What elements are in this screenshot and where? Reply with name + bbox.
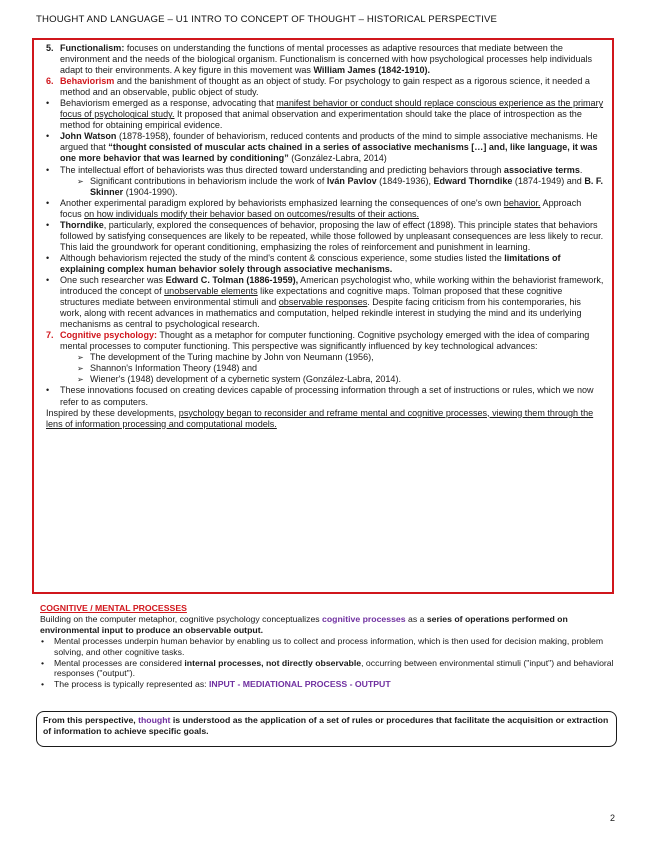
bullet-experimental-paradigm xyxy=(45,198,604,220)
bullet-associative-terms xyxy=(45,165,604,198)
bold-term: associative terms xyxy=(503,164,580,175)
behaviorism-heading: Behaviorism xyxy=(60,76,115,87)
text: is understood as the application of a set of rules or procedures that facilitate the acquisition or extraction of information to achieve specific goals. xyxy=(43,715,609,736)
tech-advances-list xyxy=(60,352,604,385)
text: The intellectual effort of behaviorists was thus directed toward understanding and predicting behaviors through xyxy=(60,164,504,175)
text: Mental processes underpin human behavior by enabling us to collect and process information, which is then used for decision making, problem solving, and other cognitive tasks. xyxy=(54,635,604,657)
bullet-behaviorism-response xyxy=(45,98,604,131)
bullet-process-representation xyxy=(40,679,620,690)
bullet-watson xyxy=(45,131,604,164)
text: These innovations focused on creating devices capable of processing information through a set of instructions or rules, which we now refer to as computers. xyxy=(60,385,594,407)
cognitive-processes-section xyxy=(40,603,620,690)
text: (1874-1949) and xyxy=(512,175,585,186)
item-number: 6. xyxy=(46,76,54,87)
behaviorism-text: and the banishment of thought as an object of study. For psychology to gain respect as a rigorous science, it needed a method and an observable, public object of study. xyxy=(60,76,590,98)
text: . Despite facing criticism from his contemporaries, his work, along with recent advances in mathematics and computation, helped rekindle interest in studying the mind and its underlying mechanisms as central to psychological research. xyxy=(60,297,582,330)
text: as a xyxy=(405,613,427,624)
text: , particularly, explored the consequences of behavior, proposing the law of effect (1898). This principle states that behaviors followed by satisfying consequences are likely to be repeated, while those followed by unpleasant consequences are less likely to recur. This laid the groundwork for operant conditioning, emphasizing the roles of reinforcement and punishment in learning. xyxy=(60,219,604,252)
cognitive-bullets xyxy=(45,385,604,407)
underlined-text: unobservable elements xyxy=(164,286,258,297)
text: American psychologist who, while working within the behaviorist framework, introduced the concept of xyxy=(60,274,604,297)
person-name: Edward C. Tolman (1886-1959), xyxy=(165,274,299,285)
text: . xyxy=(579,164,583,175)
sub-item-turing xyxy=(75,352,604,363)
text: (1878-1958), founder of behaviorism, reduced contents and products of the mind to simple associative mechanisms. He argued that xyxy=(60,131,598,153)
underlined-text: observable responses xyxy=(278,297,368,308)
sub-item-shannon xyxy=(75,363,604,374)
text: Another experimental paradigm explored by behaviorists emphasized learning the consequences of one's own xyxy=(60,197,504,208)
bold-text: internal processes, not directly observable xyxy=(184,657,362,668)
person-name: B. F. Skinner xyxy=(90,175,603,197)
purple-term: cognitive processes xyxy=(322,613,406,624)
person-name: Thorndike xyxy=(60,219,104,230)
arrow-bullet-icon: ➢ xyxy=(77,176,84,186)
history-box xyxy=(32,38,614,594)
item-cognitive-psychology xyxy=(45,330,604,385)
text: like expectations and cognitive maps. Tolman proposed that these cognitive structures mediate between environmental stimuli and xyxy=(60,286,563,308)
purple-term: thought xyxy=(138,715,171,725)
person-name: Edward Thorndike xyxy=(433,175,513,186)
underlined-text: psychology began to reconsider and reframe mental and cognitive processes, viewing them through the lens of information processing and computational models. xyxy=(46,407,594,429)
sub-item-wiener xyxy=(75,374,604,385)
cognitive-heading: Cognitive psychology: xyxy=(60,330,158,341)
text: One such researcher was xyxy=(60,274,166,285)
sub-list xyxy=(60,176,604,198)
person-name: John Watson xyxy=(60,131,117,142)
underlined-text: behavior. xyxy=(503,197,541,208)
item-behaviorism xyxy=(45,76,604,98)
text: (1904-1990). xyxy=(123,186,178,197)
sub-item-contributions xyxy=(75,176,604,198)
text: The development of the Turing machine by John von Neumann (1956), xyxy=(90,352,374,363)
bold-text: limitations of explaining complex human behavior solely through associative mechanisms. xyxy=(60,252,561,274)
text: Wiener's (1948) development of a cybernetic system (González-Labra, 2014). xyxy=(90,374,401,385)
key-figure: William James (1842-1910). xyxy=(313,65,431,76)
text: , occurring between environmental stimuli ("input") and behavioral responses ("output"). xyxy=(54,657,614,679)
text: Inspired by these developments, xyxy=(46,407,179,418)
bullet-mental-processes xyxy=(40,636,620,658)
bullet-limitations xyxy=(45,253,604,275)
closing-paragraph xyxy=(45,408,604,430)
bold-text: series of operations performed on environmental input to produce an observable output. xyxy=(40,613,568,635)
text: Approach focus xyxy=(60,197,582,219)
item-functionalism xyxy=(45,43,604,76)
arrow-bullet-icon: ➢ xyxy=(77,375,84,385)
bullet-tolman xyxy=(45,275,604,330)
text: Although behaviorism rejected the study of the mind's content & conscious experience, some studies listed the xyxy=(60,252,505,263)
text: Mental processes are considered xyxy=(54,657,185,668)
purple-term: INPUT - MEDIATIONAL PROCESS - OUTPUT xyxy=(209,679,391,690)
text: From this perspective, xyxy=(43,715,139,725)
item-number: 7. xyxy=(46,330,54,341)
text: Shannon's Information Theory (1948) and xyxy=(90,363,258,374)
underlined-text: on how individuals modify their behavior based on outcomes/results of their actions. xyxy=(84,208,420,219)
process-bullets xyxy=(40,636,620,691)
section-title: COGNITIVE / MENTAL PROCESSES xyxy=(40,603,187,613)
person-name: Iván Pavlov xyxy=(326,175,377,186)
text: It proposed that animal observation and experimentation should take the place of introspection as the method for obtaining empirical evidence. xyxy=(60,109,582,131)
behaviorism-bullets xyxy=(45,98,604,330)
bullet-internal-processes xyxy=(40,658,620,680)
bullet-innovations xyxy=(45,385,604,407)
underlined-text: manifest behavior or conduct should replace conscious experience as the primary focus of psychological study. xyxy=(60,98,604,120)
page-number: 2 xyxy=(610,813,616,823)
page-header: THOUGHT AND LANGUAGE – U1 INTRO TO CONCEPT OF THOUGHT – HISTORICAL PERSPECTIVE xyxy=(36,14,498,25)
item-number: 5. xyxy=(46,43,54,53)
text: The process is typically represented as: xyxy=(54,679,209,690)
text: (1849-1936), xyxy=(376,175,434,186)
citation: (González-Labra, 2014) xyxy=(288,153,387,164)
arrow-bullet-icon: ➢ xyxy=(77,353,84,363)
functionalism-heading: Functionalism: xyxy=(60,43,125,53)
arrow-bullet-icon: ➢ xyxy=(77,364,84,374)
watson-quote: “thought consisted of muscular acts chained in a series of associative mechanisms […] and, like language, it was one more behavior that was learned by conditioning” xyxy=(60,142,598,164)
bullet-thorndike xyxy=(45,220,604,253)
text: Significant contributions in behaviorism include the work of xyxy=(90,175,327,186)
cognitive-text: Thought as a metaphor for computer functioning. Cognitive psychology emerged with the idea of comparing mental processes to computer functioning. This perspective was significantly influenced by key technological advances: xyxy=(60,330,590,352)
functionalism-text: focuses on understanding the functions of mental processes as adaptive resources that mediate between the environment and the needs of the biological organism. Functionalism is concerned with how psychological processes help individuals adapt to their environments. A key figure in this movement was xyxy=(60,43,593,76)
text: Behaviorism emerged as a response, advocating that xyxy=(60,98,277,109)
text: Building on the computer metaphor, cognitive psychology conceptualizes xyxy=(40,613,323,624)
section-intro xyxy=(40,614,620,636)
thought-definition-box xyxy=(36,711,617,747)
